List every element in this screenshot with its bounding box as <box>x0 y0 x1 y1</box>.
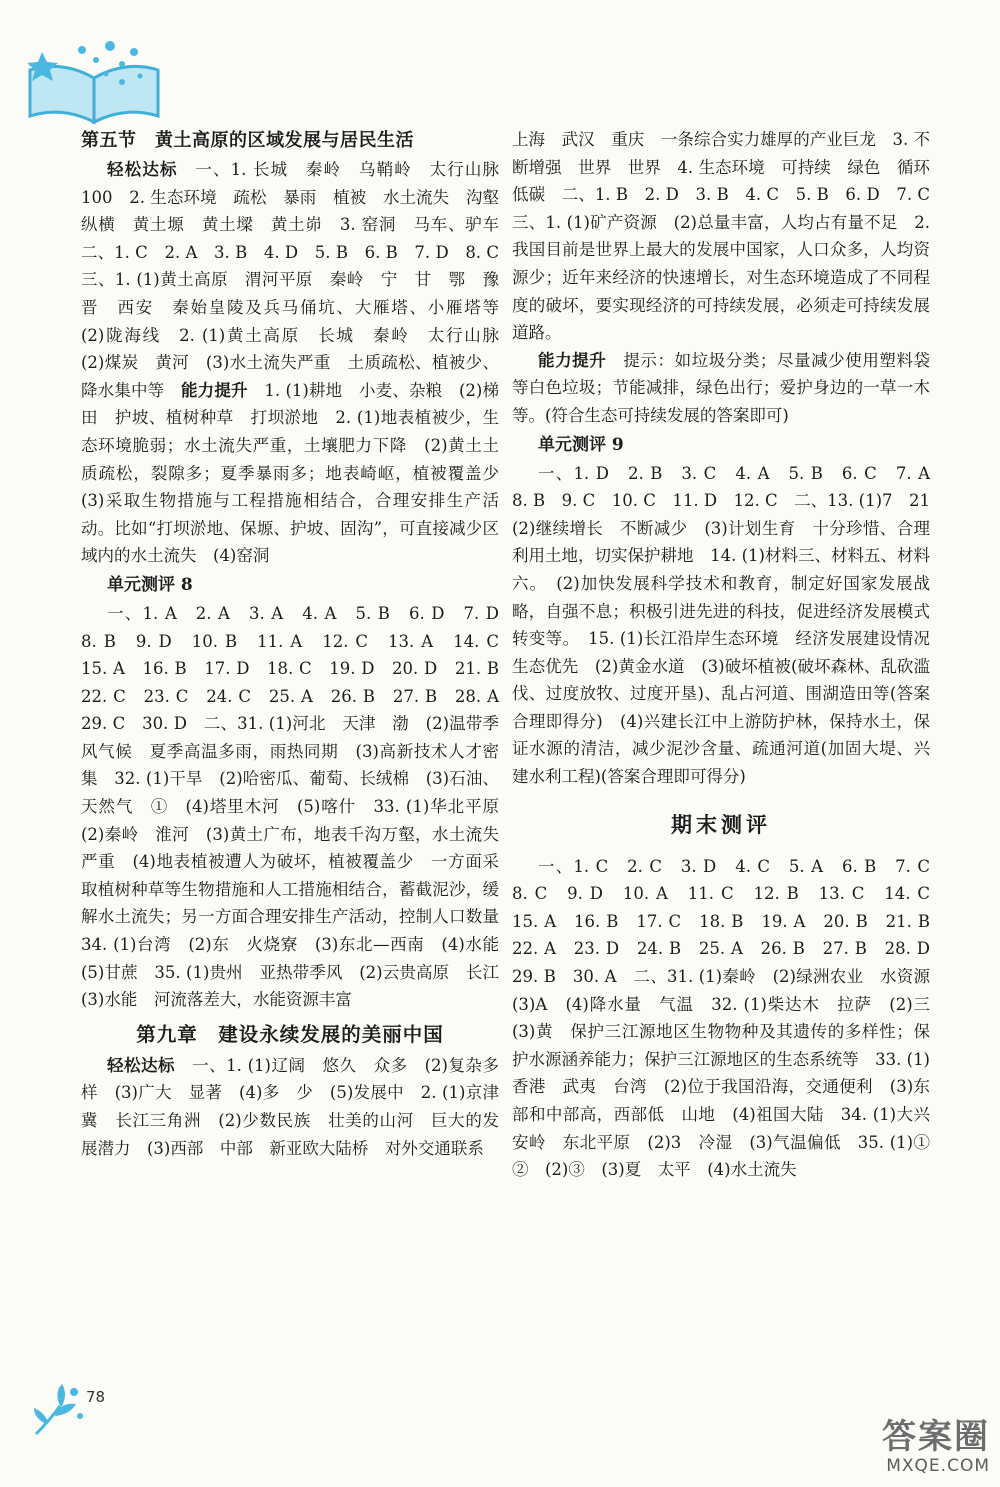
watermark-logo: 答案圈 <box>882 1417 990 1457</box>
right-ability-paragraph <box>512 347 930 430</box>
easy-paragraph <box>81 156 516 570</box>
flower-icon <box>30 1380 86 1444</box>
open-book-icon <box>22 30 172 130</box>
final-exam-answers: 一、1. C 2. C 3. D 4. C 5. A 6. B 7. C 8. C 9. D 10. A 11. C 12. B 13. C 14. C 15. A 16. B 17. C 18. B 19. A 20. B 21. B 22. A 23. D 24. B 25. A 26. B 27. B 28. D 29. B 30. A 二、31. (1)秦岭 (2)绿洲农业 水资源 (3)A (4)降水量 气温 32. (1)柴达木 拉萨 (2)三 (3)黄 保护三江源地区生物物种及其遗传的多样性；保护水源涵养能力；保护三江源地区的生态系统等 33. (1)香港 武夷 台湾 (2)位于我国沿海，交通便利 (3)东部和中部高，西部低 山地 (4)祖国大陆 34. (1)大兴安岭 东北平原 (2)3 冷湿 (3)气温偏低 35. (1)① ② (2)③ (3)夏 太平 (4)水土流失 <box>512 856 947 1180</box>
page-number: 78 <box>86 1388 106 1406</box>
easy-answers: 一、1. 长城 秦岭 乌鞘岭 太行山脉 100 2. 生态环境 疏松 暴雨 植被 水土流失 沟壑纵横 黄土塬 黄土墚 黄土峁 3. 窑洞 马车、驴车 二、1. C 2. A 3. B 4. D 5. B 6. B 7. D 8. C 三、1. (1)黄土高原 渭河平原 秦岭 宁 甘 鄂 豫 晋 西安 秦始皇陵及兵马俑坑、大雁塔、小雁塔等 (2)陇海线 2. (1)黄土高原 长城 秦岭 太行山脉 (2)煤炭 黄河 (3)水土流失严重 土质疏松、植被少、降水集中等 <box>81 160 516 400</box>
chapter9-title: 第九章 建设永续发展的美丽中国 <box>136 1022 444 1046</box>
unit8-answers: 一、1. A 2. A 3. A 4. A 5. B 6. D 7. D 8. B 9. D 10. B 11. A 12. C 13. A 14. C 15. A 16. B 17. D 18. C 19. D 20. D 21. B 22. C 23. C 24. C 25. A 26. B 27. B 28. A 29. C 30. D 二、31. (1)河北 天津 渤 (2)温带季风气候 夏季高温多雨，雨热同期 (3)高新技术人才密集 32. (1)干旱 (2)哈密瓜、葡萄、长绒棉 (3)石油、天然气 ① (4)塔里木河 (5)喀什 33. (1)华北平原 (2)秦岭 淮河 (3)黄土广布，地表千沟万壑，水土流失严重 (4)地表植被遭人为破坏，植被覆盖少 一方面采取植树种草等生物措施和人工措施相结合，蓄截泥沙，缓解水土流失；另一方面合理安排生产活动，控制人口数量 34. (1)台湾 (2)东 火烧寮 (3)东北—西南 (4)水能 (5)甘蔗 35. (1)贵州 亚热带季风 (2)云贵高原 长江 (3)水能 河流落差大，水能资源丰富 <box>81 603 516 1010</box>
ch9-paragraph <box>81 1052 499 1162</box>
right-ability-answers: 提示：如垃圾分类；尽量减少使用塑料袋等白色垃圾；节能减排，绿色出行；爱护身边的一草一木等。(符合生态可持续发展的答案即可) <box>512 350 931 425</box>
left-column <box>81 126 516 1162</box>
unit9-answers: 一、1. D 2. B 3. C 4. A 5. B 6. C 7. A 8. B 9. C 10. C 11. D 12. C 二、13. (1)7 21 (2)继续增长 不断减少 (3)计划生育 十分珍惜、合理利用土地，切实保护耕地 14. (1)材料三、材料五、材料六。 (2)加快发展科学技术和教育，制定好国家发展战略，自强不息；积极引进先进的科技，促进经济发展模式转变等。 15. (1)长江沿岸生态环境 经济发展建设情况 生态优先 (2)黄金水道 (3)破坏植被(破坏森林、乱砍滥伐、过度放牧、过度开垦)、乱占河道、围湖造田等(答案合理即得分) (4)兴建长江中上游防护林，保持水土，保证水源的清洁，减少泥沙含量、疏通河道(加固大堤、兴建水利工程)(答案合理即可得分) <box>512 463 947 787</box>
final-exam-title: 期末测评 <box>671 811 771 837</box>
unit8-title: 单元测评 8 <box>107 574 193 595</box>
right-column <box>512 126 947 1184</box>
ability-label: 能力提升 <box>181 380 248 400</box>
ability-answers: 1. (1)耕地 小麦、杂粮 (2)梯田 护坡、植树种草 打坝淤地 2. (1)地表植被少，生态环境脆弱；水土流失严重，土壤肥力下降 (2)黄土土质疏松，裂隙多；夏季暴雨多；地表崎岖，植被覆盖少 (3)采取生物措施与工程措施相结合，合理安排生产活动。比如“打坝淤地、保塬、护坡、固沟”，可直接减少区域内的水土流失 (4)窑洞 <box>81 380 516 566</box>
continued-answers: 上海 武汉 重庆 一条综合实力雄厚的产业巨龙 3. 不断增强 世界 世界 4. 生态环境 可持续 绿色 循环 低碳 二、1. B 2. D 3. B 4. C 5. B 6. D 7. C 三、1. (1)矿产资源 (2)总量丰富，人均占有量不足 2. 我国目前是世界上最大的发展中国家，人口众多，人均资源少；近年来经济的快速增长，对生态环境造成了不同程度的破坏，要实现经济的可持续发展，必须走可持续发展道路。 <box>512 130 947 343</box>
ch9-easy-label: 轻松达标 <box>107 1055 176 1075</box>
unit9-title: 单元测评 9 <box>538 434 624 455</box>
ch9-easy-answers: 一、1. (1)辽阔 悠久 众多 (2)复杂多样 (3)广大 显著 (4)多 少 (5)发展中 2. (1)京津冀 长江三角洲 (2)少数民族 壮美的山河 巨大的发展潜力 (3)西部 中部 新亚欧大陆桥 对外交通联系 <box>81 1055 500 1158</box>
watermark-url: MXQE.COM <box>886 1456 990 1476</box>
section-title: 第五节 黄土高原的区域发展与居民生活 <box>81 130 414 151</box>
right-ability-label: 能力提升 <box>538 350 607 370</box>
watermark <box>800 1418 990 1480</box>
easy-label: 轻松达标 <box>107 160 178 179</box>
